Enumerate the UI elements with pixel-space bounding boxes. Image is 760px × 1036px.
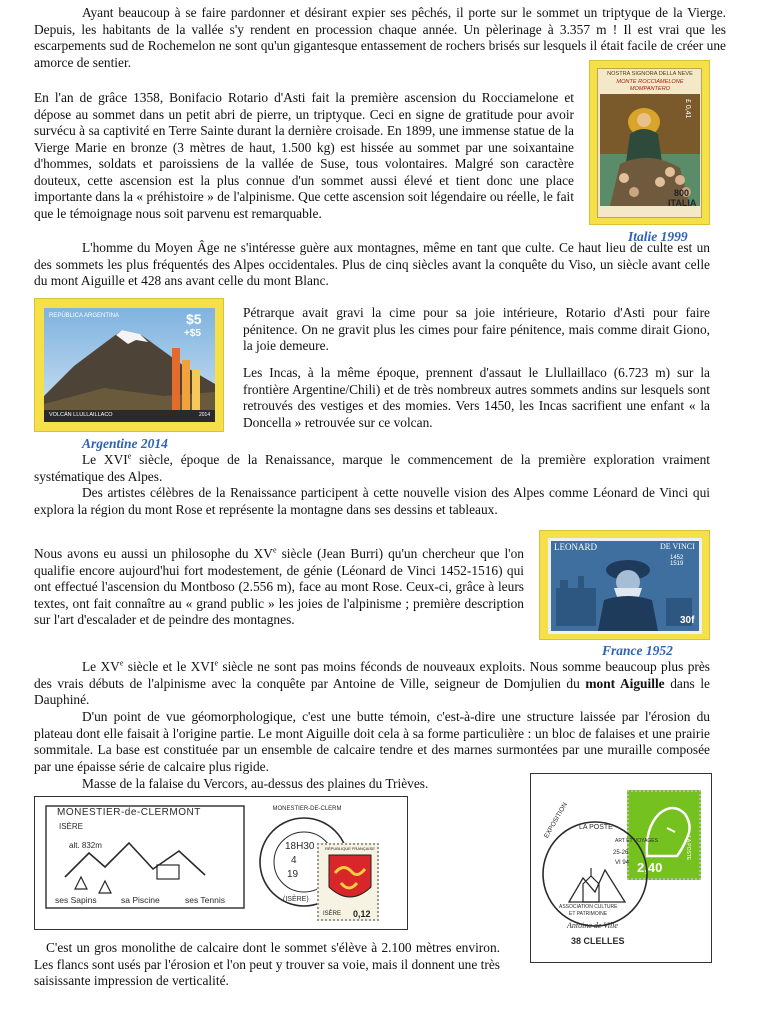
- monestier-cancel-slogan-2: sa Piscine: [121, 895, 160, 905]
- paragraph-9-part-d: dans le Dauphiné.: [34, 675, 710, 707]
- france-stamp-name-1: LEONARD: [554, 542, 597, 552]
- monestier-cancel-slogan-1: ses Sapins: [55, 895, 97, 905]
- paragraph-9-sup-2: e: [214, 658, 218, 668]
- caption-italie-1999: Italie 1999: [628, 229, 688, 244]
- italy-stamp-lire: £ 0,41: [684, 99, 691, 119]
- monestier-round-time: 18H30: [285, 841, 315, 852]
- monestier-round-bottom: (ISÈRE): [283, 896, 309, 903]
- clelles-assoc-2: ET PATRIMOINE: [569, 911, 608, 917]
- paragraph-5: Les Incas, à la même époque, prennent d'assaut le Llullaillaco (6.723 m) sur la frontière Argentine/Chili) et de très nombreux autres sommets andins sur lesquels sont retrouvés des vestiges et des momies. Vers 1450, les Incas sacrifient une enfant « la Doncella » retrouvée sur ce volcan.: [243, 365, 710, 430]
- clelles-date: 25-26: [613, 850, 629, 856]
- paragraph-8-end: siècle (Jean Burri) qu'un chercheur que l'on qualifie encore aujourd'hui fort modestement, de génie (Léonard de Vinci 1452-1516) qui ont effectué l'ascension du Montboso (2.556 m), face au mont Rose. Ceux-ci, grâce à leurs textes, ont fait connaître au « grand public » les joies de l'alpinisme ; première description sur l'art d'escalader et de peindre des montagnes.: [34, 546, 524, 627]
- monestier-cancel-town: MONESTIER-de-CLERMONT: [57, 807, 201, 818]
- paragraph-8-start: Nous avons eu aussi un philosophe du XV: [34, 546, 273, 561]
- italy-stamp-title-2: MONTE ROCCIAMELONE: [616, 79, 684, 85]
- coat-of-arms-icon: [327, 853, 373, 907]
- isere-coat-of-arms-stamp: [317, 843, 379, 921]
- clelles-expo: EXPOSITION: [543, 801, 569, 840]
- paragraph-11: Masse de la falaise du Vercors, au-dessus des plaines du Trièves.: [82, 776, 429, 791]
- paragraph-6-end: siècle, époque de la Renaissance, marque le commencement de la première exploration vraiment systématique des Alpes.: [34, 452, 710, 484]
- paragraph-9-part-b: siècle et le XVI: [123, 659, 215, 674]
- clelles-poste: LA POSTE: [579, 824, 613, 831]
- clelles-date-2: VI 94: [615, 860, 630, 866]
- monestier-cancel-alt: alt. 832m: [69, 841, 102, 850]
- monestier-cancel-dept: ISÈRE: [59, 822, 84, 831]
- clelles-cancel-card: [530, 773, 712, 963]
- paragraph-8: [34, 546, 524, 629]
- isere-stamp-country: RÉPUBLIQUE FRANÇAISE: [325, 846, 375, 851]
- clelles-signature: Antoine de Ville: [567, 921, 618, 930]
- argentina-stamp-year: 2014: [199, 412, 211, 418]
- argentina-stamp-country: REPÚBLICA ARGENTINA: [49, 313, 120, 319]
- paragraph-9-part-a: Le XV: [82, 659, 120, 674]
- italy-stamp-title-1: NOSTRA SIGNORA DELLA NEVE: [607, 71, 693, 77]
- france-stamp: [539, 530, 710, 640]
- paragraph-12: C'est un gros monolithe de calcaire dont le sommet s'élève à 2.100 mètres environ. Les flancs sont usés par l'érosion et l'on peut y trouver sa voie, mais il donnent une très saisissante impression de verticalité.: [34, 940, 500, 988]
- clelles-town: 38 CLELLES: [571, 936, 625, 946]
- monestier-round-top: MONESTIER-DE-CLERM: [272, 806, 342, 812]
- caption-france-1952: France 1952: [602, 643, 673, 658]
- paragraph-1: Ayant beaucoup à se faire pardonner et désirant expier ses pêchés, il porte sur le sommet un triptyque de la Vierge. Depuis, les habitants de la vallée s'y rendent en procession chaque année. Un pèlerinage à 3.357 m ! Il est vrai que les escarpements sud de Rochemelon ne sont qu'un gigantesque entassement de rochers brisés sur lesquels il était facile de créer une amorce de sentier.: [34, 5, 726, 70]
- marianne-stamp-country: LA POSTE: [685, 836, 691, 861]
- paragraph-10: D'un point de vue géomorphologique, c'est une butte témoin, c'est-à-dire une structure laissée par l'érosion du plateau dont elle faisait à l'origine partie. Le mont Aiguille doit cela à sa forme particulière : un bloc de falaises et une prairie sommitale. La base est constituée par un ensemble de calcaire tendre et des marnes surmontées par une muraille composée par une épaisse série de calcaire plus rigide.: [34, 709, 710, 774]
- paragraph-9-bold: mont Aiguille: [585, 675, 665, 691]
- france-stamp-dates: 1452 1519: [670, 555, 684, 567]
- paragraph-6: [34, 452, 710, 485]
- monestier-round-year: 19: [287, 869, 299, 880]
- paragraph-3: L'homme du Moyen Âge ne s'intéresse guère aux montagnes, même en tant que culte. Ce haut lieu de culte est un des sommets les plus fréquentés des Alpes occidentales. Plus de cinq siècles avant la conquête du Viso, un siècle avant celle du mont Aiguille et 428 ans avant celle du mont Blanc.: [34, 240, 710, 288]
- leonard-de-vinci-portrait: [548, 538, 702, 634]
- paragraph-9: [34, 659, 710, 709]
- paragraph-2: En l'an de grâce 1358, Bonifacio Rotario d'Asti fait la première ascension du Rocciamelone et dépose au sommet dans un petit abri de pierre, un triptyque. Ceci en signe de gratitude pour avoir survécu à sa captivité en Terre Sainte durant la dernière croisade. En 1899, une immense statue de la Vierge Marie en bronze (3 mètres de haut, 1.500 kg) est hissée au sommet par une soixantaine d'hommes, soldats et paroissiens de la vallée de Suse, tous volontaires. Malgré son caractère douteux, cette ascension est la plus connue d'un sommet aussi élevé et tient donc une place importante dans la « préhistoire » de l'alpinisme. Que cette ascension soit légendaire ou réelle, le fait que le témoignage nous soit parvenu est remarquable.: [34, 90, 574, 221]
- argentina-stamp: [34, 298, 224, 432]
- monestier-flag-cancel: [45, 805, 245, 909]
- argentina-stamp-value: $5: [186, 311, 202, 327]
- paragraph-7: Des artistes célèbres de la Renaissance participent à cette nouvelle vision des Alpes comme Léonard de Vinci qui explora la région du mont Rose et représente la montagne dans ses dessins et tableaux.: [34, 485, 710, 517]
- paragraph-9-sup-1: e: [119, 658, 124, 668]
- paragraph-6-start: Le XVI: [82, 452, 128, 467]
- france-stamp-name-2: DE VINCI: [660, 542, 695, 551]
- monestier-cancel-slogan-3: ses Tennis: [185, 895, 226, 905]
- argentina-stamp-name: VOLCÁN LLULLAILLACO: [49, 412, 113, 418]
- italy-stamp-country: ITALIA: [668, 198, 697, 208]
- marianne-stamp-value: 2,40: [637, 860, 663, 875]
- monestier-round-date: 4: [291, 855, 297, 866]
- paragraph-9-part-c: siècle ne sont pas moins féconds de nouveaux exploits. Nous somme beaucoup plus près des vrais débuts de l'alpinisme avec la conquête par Antoine de Ville, seigneur de Domjulien du: [34, 659, 711, 691]
- isere-stamp-region: ISÈRE: [323, 911, 342, 917]
- clelles-assoc-1: ASSOCIATION CULTURE: [559, 904, 618, 910]
- italy-stamp-value: 800: [674, 188, 690, 198]
- france-stamp-value: 30f: [680, 615, 695, 626]
- italy-stamp-title-3: MOMPANTERO: [629, 86, 671, 92]
- caption-argentine-2014: Argentine 2014: [82, 436, 168, 451]
- paragraph-6-sup: e: [127, 451, 132, 461]
- argentina-stamp-surcharge: +$5: [184, 328, 201, 339]
- paragraph-4: Pétrarque avait gravi la cime pour sa joie intérieure, Rotario d'Asti pour faire pénitence. On ne gravit plus les cimes pour faire pénitence, mais comme dirait Giono, la joie demeure.: [243, 305, 710, 353]
- monestier-cancel-card: [34, 796, 408, 930]
- paragraph-8-sup: e: [272, 545, 277, 555]
- clelles-art: ART ET VOYAGES: [615, 838, 658, 844]
- italy-stamp: [589, 60, 710, 225]
- isere-stamp-value: 0,12: [353, 909, 371, 919]
